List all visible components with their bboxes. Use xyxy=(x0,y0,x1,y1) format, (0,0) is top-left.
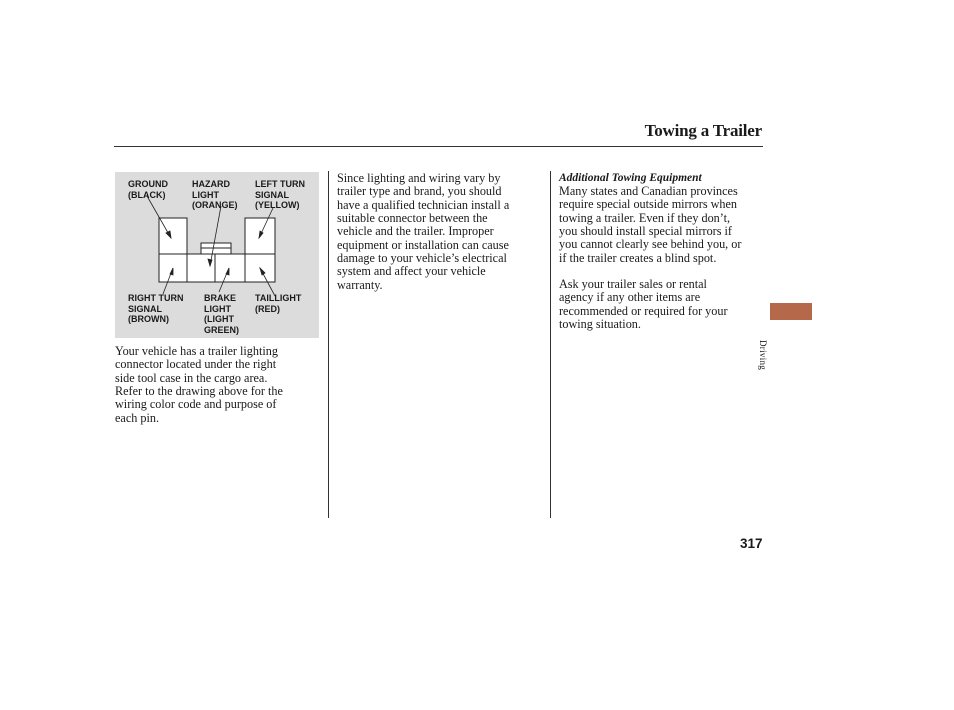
column-divider-1 xyxy=(328,171,329,518)
page-number: 317 xyxy=(740,536,763,551)
label-hazard-light: HAZARD LIGHT (ORANGE) xyxy=(192,179,238,210)
connector-diagram xyxy=(115,172,319,338)
column-divider-2 xyxy=(550,171,551,518)
label-left-turn-signal: LEFT TURN SIGNAL (YELLOW) xyxy=(255,179,305,210)
label-ground: GROUND (BLACK) xyxy=(128,179,168,200)
column3-paragraph-2: Ask your trailer sales or rental agency if any other items are recommended or required for your towing situation. xyxy=(559,277,728,332)
column2-paragraph: Since lighting and wiring vary by trailer type and brand, you should have a qualified technician install a suitable connector between the vehicle and the trailer. Improper equipment or installation can cause damage to your vehicle’s electrical system and affect your vehicle warranty. xyxy=(337,171,510,292)
column1-paragraph: Your vehicle has a trailer lighting connector located under the right side tool case in the cargo area. Refer to the drawing above for the wiring color code and purpose of each pin. xyxy=(115,344,283,425)
label-right-turn-signal: RIGHT TURN SIGNAL (BROWN) xyxy=(128,293,184,324)
section-tab xyxy=(770,303,812,320)
label-taillight: TAILLIGHT (RED) xyxy=(255,293,302,314)
column3-paragraph-1: Many states and Canadian provinces require special outside mirrors when towing a trailer. Even if they don’t, you should install special mirrors if you cannot clearly see behind you, or if the trailer creates a blind spot. xyxy=(559,184,742,265)
page-title: Towing a Trailer xyxy=(644,121,762,140)
header-rule xyxy=(114,146,763,147)
section-tab-label: Driving xyxy=(758,340,768,371)
label-brake-light: BRAKE LIGHT (LIGHT GREEN) xyxy=(204,293,240,335)
section-heading: Additional Towing Equipment xyxy=(559,172,702,184)
